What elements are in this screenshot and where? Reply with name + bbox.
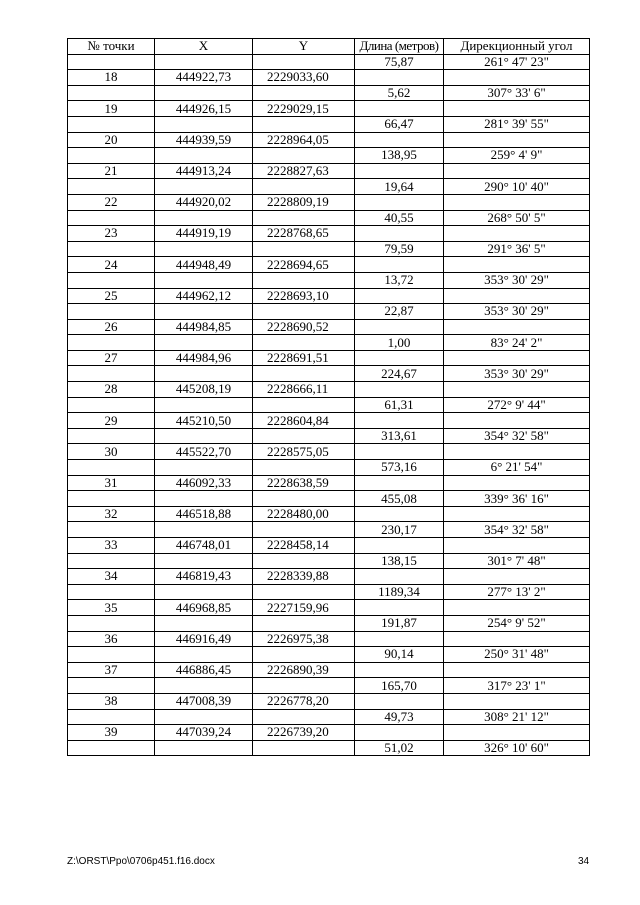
cell-point-number: 31 xyxy=(68,475,155,491)
cell-x xyxy=(155,428,253,444)
cell-direction-angle xyxy=(444,132,590,148)
point-row xyxy=(68,288,590,304)
cell-y xyxy=(253,615,355,631)
cell-direction-angle: 339° 36' 16" xyxy=(444,491,590,507)
point-row xyxy=(68,382,590,398)
cell-point-number: 37 xyxy=(68,662,155,678)
cell-x: 444926,15 xyxy=(155,101,253,117)
header-direction-angle: Дирекционный угол xyxy=(444,39,590,55)
cell-y: 2228638,59 xyxy=(253,475,355,491)
cell-point-number xyxy=(68,709,155,725)
cell-x xyxy=(155,740,253,756)
cell-length: 22,87 xyxy=(355,304,444,320)
point-row xyxy=(68,569,590,585)
cell-x: 444922,73 xyxy=(155,70,253,86)
cell-y xyxy=(253,584,355,600)
cell-point-number xyxy=(68,54,155,70)
cell-y: 2228480,00 xyxy=(253,506,355,522)
point-row xyxy=(68,163,590,179)
segment-row xyxy=(68,709,590,725)
cell-x: 444984,85 xyxy=(155,319,253,335)
cell-x: 447039,24 xyxy=(155,725,253,741)
cell-x xyxy=(155,584,253,600)
cell-x xyxy=(155,709,253,725)
cell-length: 61,31 xyxy=(355,397,444,413)
cell-point-number: 18 xyxy=(68,70,155,86)
point-row xyxy=(68,725,590,741)
cell-length xyxy=(355,132,444,148)
cell-x xyxy=(155,335,253,351)
cell-direction-angle: 272° 9' 44" xyxy=(444,397,590,413)
cell-point-number: 27 xyxy=(68,350,155,366)
cell-x xyxy=(155,522,253,538)
cell-direction-angle xyxy=(444,631,590,647)
cell-direction-angle xyxy=(444,226,590,242)
cell-length xyxy=(355,662,444,678)
cell-length: 19,64 xyxy=(355,179,444,195)
cell-y: 2228339,88 xyxy=(253,569,355,585)
cell-point-number: 34 xyxy=(68,569,155,585)
cell-length: 138,15 xyxy=(355,553,444,569)
cell-direction-angle: 290° 10' 40" xyxy=(444,179,590,195)
cell-point-number xyxy=(68,460,155,476)
cell-direction-angle xyxy=(444,662,590,678)
cell-length xyxy=(355,506,444,522)
cell-y: 2229033,60 xyxy=(253,70,355,86)
cell-length xyxy=(355,70,444,86)
cell-x: 447008,39 xyxy=(155,693,253,709)
segment-row xyxy=(68,584,590,600)
cell-point-number xyxy=(68,179,155,195)
point-row xyxy=(68,319,590,335)
cell-x: 444919,19 xyxy=(155,226,253,242)
cell-point-number xyxy=(68,116,155,132)
cell-y: 2228827,63 xyxy=(253,163,355,179)
cell-length xyxy=(355,194,444,210)
cell-direction-angle: 353° 30' 29" xyxy=(444,272,590,288)
cell-x: 446092,33 xyxy=(155,475,253,491)
cell-direction-angle: 254° 9' 52" xyxy=(444,615,590,631)
cell-x: 444948,49 xyxy=(155,257,253,273)
cell-x xyxy=(155,553,253,569)
cell-direction-angle xyxy=(444,444,590,460)
cell-y xyxy=(253,678,355,694)
cell-length xyxy=(355,163,444,179)
cell-point-number xyxy=(68,428,155,444)
cell-length xyxy=(355,475,444,491)
cell-point-number: 26 xyxy=(68,319,155,335)
cell-x: 446968,85 xyxy=(155,600,253,616)
point-row xyxy=(68,662,590,678)
cell-direction-angle xyxy=(444,725,590,741)
cell-point-number xyxy=(68,553,155,569)
cell-direction-angle: 326° 10' 60" xyxy=(444,740,590,756)
cell-x xyxy=(155,304,253,320)
cell-length xyxy=(355,413,444,429)
segment-row xyxy=(68,272,590,288)
segment-row xyxy=(68,179,590,195)
cell-point-number: 33 xyxy=(68,538,155,554)
cell-point-number: 35 xyxy=(68,600,155,616)
cell-direction-angle: 259° 4' 9" xyxy=(444,148,590,164)
segment-row xyxy=(68,304,590,320)
cell-direction-angle xyxy=(444,70,590,86)
cell-length xyxy=(355,693,444,709)
cell-length: 191,87 xyxy=(355,615,444,631)
cell-length: 165,70 xyxy=(355,678,444,694)
segment-row xyxy=(68,116,590,132)
cell-x: 444939,59 xyxy=(155,132,253,148)
cell-point-number: 29 xyxy=(68,413,155,429)
cell-point-number xyxy=(68,522,155,538)
cell-direction-angle xyxy=(444,319,590,335)
cell-x: 445208,19 xyxy=(155,382,253,398)
cell-x xyxy=(155,210,253,226)
segment-row xyxy=(68,460,590,476)
cell-point-number xyxy=(68,397,155,413)
cell-length: 40,55 xyxy=(355,210,444,226)
cell-point-number: 24 xyxy=(68,257,155,273)
segment-row xyxy=(68,740,590,756)
segment-row xyxy=(68,85,590,101)
cell-point-number: 19 xyxy=(68,101,155,117)
cell-length: 75,87 xyxy=(355,54,444,70)
cell-y xyxy=(253,85,355,101)
cell-direction-angle: 353° 30' 29" xyxy=(444,366,590,382)
cell-length: 573,16 xyxy=(355,460,444,476)
point-row xyxy=(68,226,590,242)
cell-length: 1189,34 xyxy=(355,584,444,600)
segment-row xyxy=(68,522,590,538)
segment-row xyxy=(68,335,590,351)
cell-point-number xyxy=(68,272,155,288)
point-row xyxy=(68,101,590,117)
cell-length xyxy=(355,600,444,616)
cell-direction-angle: 353° 30' 29" xyxy=(444,304,590,320)
cell-direction-angle: 277° 13' 2" xyxy=(444,584,590,600)
cell-y xyxy=(253,116,355,132)
cell-y: 2228575,05 xyxy=(253,444,355,460)
point-row xyxy=(68,506,590,522)
cell-point-number xyxy=(68,740,155,756)
cell-y xyxy=(253,491,355,507)
segment-row xyxy=(68,210,590,226)
cell-direction-angle xyxy=(444,538,590,554)
cell-x xyxy=(155,241,253,257)
cell-y xyxy=(253,460,355,476)
cell-length xyxy=(355,319,444,335)
cell-direction-angle: 307° 33' 6" xyxy=(444,85,590,101)
cell-y xyxy=(253,647,355,663)
cell-length xyxy=(355,444,444,460)
cell-y: 2228768,65 xyxy=(253,226,355,242)
segment-row xyxy=(68,647,590,663)
cell-x xyxy=(155,148,253,164)
point-row xyxy=(68,631,590,647)
cell-x xyxy=(155,116,253,132)
header-x: X xyxy=(155,39,253,55)
cell-x: 444920,02 xyxy=(155,194,253,210)
cell-point-number: 30 xyxy=(68,444,155,460)
cell-point-number xyxy=(68,678,155,694)
cell-length xyxy=(355,382,444,398)
cell-point-number xyxy=(68,210,155,226)
cell-direction-angle: 261° 47' 23" xyxy=(444,54,590,70)
cell-point-number: 22 xyxy=(68,194,155,210)
point-row xyxy=(68,70,590,86)
segment-row xyxy=(68,366,590,382)
cell-direction-angle xyxy=(444,475,590,491)
cell-x xyxy=(155,615,253,631)
cell-y: 2228604,84 xyxy=(253,413,355,429)
cell-point-number: 23 xyxy=(68,226,155,242)
cell-direction-angle xyxy=(444,693,590,709)
cell-x: 446819,43 xyxy=(155,569,253,585)
cell-point-number xyxy=(68,491,155,507)
cell-length: 138,95 xyxy=(355,148,444,164)
cell-x xyxy=(155,366,253,382)
cell-direction-angle: 354° 32' 58" xyxy=(444,522,590,538)
cell-y: 2228694,65 xyxy=(253,257,355,273)
cell-y xyxy=(253,241,355,257)
cell-x xyxy=(155,179,253,195)
cell-y: 2226739,20 xyxy=(253,725,355,741)
cell-direction-angle xyxy=(444,350,590,366)
footer-file-path: Z:\ORST\Ppo\0706p451.f16.docx xyxy=(67,856,215,867)
cell-y xyxy=(253,397,355,413)
cell-y xyxy=(253,210,355,226)
cell-y xyxy=(253,54,355,70)
cell-y: 2228690,52 xyxy=(253,319,355,335)
cell-y xyxy=(253,366,355,382)
cell-x: 444962,12 xyxy=(155,288,253,304)
cell-point-number xyxy=(68,647,155,663)
cell-y xyxy=(253,304,355,320)
cell-y xyxy=(253,335,355,351)
cell-point-number: 38 xyxy=(68,693,155,709)
segment-row xyxy=(68,678,590,694)
cell-x: 445522,70 xyxy=(155,444,253,460)
point-row xyxy=(68,538,590,554)
cell-direction-angle: 354° 32' 58" xyxy=(444,428,590,444)
cell-length xyxy=(355,101,444,117)
footer-page-number: 34 xyxy=(578,856,590,867)
cell-y xyxy=(253,740,355,756)
point-row xyxy=(68,257,590,273)
cell-y: 2227159,96 xyxy=(253,600,355,616)
cell-length xyxy=(355,350,444,366)
cell-y: 2228691,51 xyxy=(253,350,355,366)
cell-point-number xyxy=(68,366,155,382)
header-length: Длина (метров) xyxy=(355,39,444,55)
table-header-row xyxy=(68,39,590,55)
cell-point-number: 36 xyxy=(68,631,155,647)
cell-length xyxy=(355,538,444,554)
cell-direction-angle: 301° 7' 48" xyxy=(444,553,590,569)
coordinates-table xyxy=(67,38,590,756)
cell-y: 2226890,39 xyxy=(253,662,355,678)
point-row xyxy=(68,444,590,460)
cell-length: 230,17 xyxy=(355,522,444,538)
cell-point-number: 20 xyxy=(68,132,155,148)
cell-length xyxy=(355,569,444,585)
cell-length xyxy=(355,631,444,647)
cell-y: 2226975,38 xyxy=(253,631,355,647)
cell-direction-angle xyxy=(444,506,590,522)
cell-direction-angle xyxy=(444,413,590,429)
header-y: Y xyxy=(253,39,355,55)
cell-y xyxy=(253,428,355,444)
segment-row xyxy=(68,397,590,413)
cell-direction-angle: 250° 31' 48" xyxy=(444,647,590,663)
point-row xyxy=(68,475,590,491)
cell-x: 445210,50 xyxy=(155,413,253,429)
point-row xyxy=(68,693,590,709)
cell-length: 455,08 xyxy=(355,491,444,507)
cell-length: 1,00 xyxy=(355,335,444,351)
cell-length: 90,14 xyxy=(355,647,444,663)
point-row xyxy=(68,132,590,148)
cell-length xyxy=(355,288,444,304)
cell-direction-angle: 281° 39' 55" xyxy=(444,116,590,132)
cell-length xyxy=(355,226,444,242)
cell-y xyxy=(253,179,355,195)
cell-direction-angle: 291° 36' 5" xyxy=(444,241,590,257)
segment-row xyxy=(68,491,590,507)
table-body xyxy=(68,54,590,756)
cell-y: 2228809,19 xyxy=(253,194,355,210)
cell-y xyxy=(253,272,355,288)
cell-direction-angle xyxy=(444,194,590,210)
cell-direction-angle: 268° 50' 5" xyxy=(444,210,590,226)
point-row xyxy=(68,194,590,210)
cell-y: 2226778,20 xyxy=(253,693,355,709)
cell-y: 2228693,10 xyxy=(253,288,355,304)
cell-point-number: 21 xyxy=(68,163,155,179)
cell-point-number xyxy=(68,584,155,600)
cell-direction-angle: 6° 21' 54" xyxy=(444,460,590,476)
cell-direction-angle xyxy=(444,382,590,398)
segment-row xyxy=(68,241,590,257)
cell-x xyxy=(155,397,253,413)
point-row xyxy=(68,600,590,616)
point-row xyxy=(68,413,590,429)
cell-point-number: 28 xyxy=(68,382,155,398)
cell-y: 2228458,14 xyxy=(253,538,355,554)
cell-length: 79,59 xyxy=(355,241,444,257)
cell-length: 313,61 xyxy=(355,428,444,444)
cell-y: 2228964,05 xyxy=(253,132,355,148)
cell-point-number xyxy=(68,615,155,631)
cell-y: 2228666,11 xyxy=(253,382,355,398)
cell-x xyxy=(155,460,253,476)
cell-length: 13,72 xyxy=(355,272,444,288)
segment-row xyxy=(68,615,590,631)
cell-y: 2229029,15 xyxy=(253,101,355,117)
cell-length: 224,67 xyxy=(355,366,444,382)
cell-length xyxy=(355,257,444,273)
cell-direction-angle xyxy=(444,288,590,304)
cell-point-number: 32 xyxy=(68,506,155,522)
segment-row xyxy=(68,428,590,444)
point-row xyxy=(68,350,590,366)
cell-x xyxy=(155,678,253,694)
segment-row xyxy=(68,148,590,164)
cell-direction-angle xyxy=(444,257,590,273)
cell-direction-angle xyxy=(444,101,590,117)
cell-point-number: 25 xyxy=(68,288,155,304)
segment-row xyxy=(68,54,590,70)
cell-length xyxy=(355,725,444,741)
cell-y xyxy=(253,522,355,538)
cell-direction-angle: 308° 21' 12" xyxy=(444,709,590,725)
cell-x xyxy=(155,491,253,507)
cell-x: 444913,24 xyxy=(155,163,253,179)
cell-point-number xyxy=(68,335,155,351)
cell-y xyxy=(253,709,355,725)
cell-direction-angle xyxy=(444,600,590,616)
cell-x: 446916,49 xyxy=(155,631,253,647)
cell-x: 444984,96 xyxy=(155,350,253,366)
cell-length: 5,62 xyxy=(355,85,444,101)
cell-direction-angle: 317° 23' 1" xyxy=(444,678,590,694)
cell-point-number xyxy=(68,85,155,101)
cell-y xyxy=(253,553,355,569)
cell-x: 446748,01 xyxy=(155,538,253,554)
cell-direction-angle: 83° 24' 2" xyxy=(444,335,590,351)
segment-row xyxy=(68,553,590,569)
cell-y xyxy=(253,148,355,164)
cell-x xyxy=(155,54,253,70)
cell-point-number xyxy=(68,304,155,320)
cell-length: 49,73 xyxy=(355,709,444,725)
cell-length: 51,02 xyxy=(355,740,444,756)
cell-x xyxy=(155,85,253,101)
cell-direction-angle xyxy=(444,569,590,585)
cell-point-number: 39 xyxy=(68,725,155,741)
cell-x xyxy=(155,272,253,288)
cell-x xyxy=(155,647,253,663)
cell-x: 446518,88 xyxy=(155,506,253,522)
cell-direction-angle xyxy=(444,163,590,179)
cell-point-number xyxy=(68,241,155,257)
cell-x: 446886,45 xyxy=(155,662,253,678)
header-point-number: № точки xyxy=(68,39,155,55)
cell-point-number xyxy=(68,148,155,164)
cell-length: 66,47 xyxy=(355,116,444,132)
